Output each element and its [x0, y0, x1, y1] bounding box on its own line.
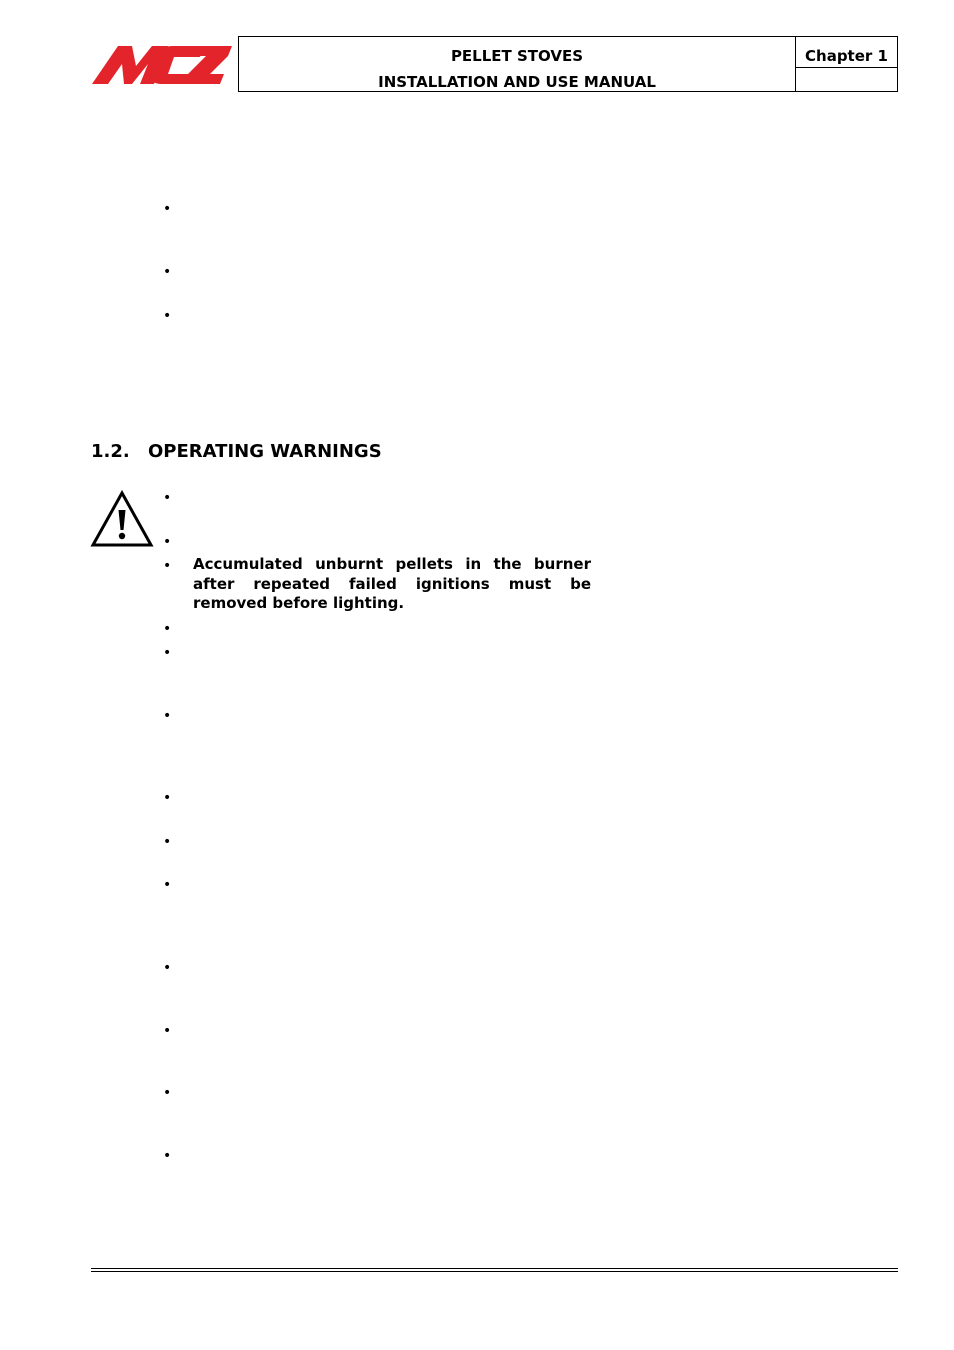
warning-text-unburnt-pellets: Accumulated unburnt pellets in the burner after repeated failed ignitions must be removed before lighting.	[193, 555, 591, 612]
list-bullet: •	[163, 621, 172, 637]
list-bullet: •	[163, 264, 172, 280]
chapter-box	[795, 36, 898, 92]
list-bullet: •	[163, 308, 172, 324]
header-title-box	[238, 36, 796, 92]
list-bullet: •	[163, 790, 172, 806]
list-bullet: •	[163, 960, 172, 976]
list-bullet: •	[163, 834, 172, 850]
section-number: 1.2.	[91, 441, 130, 462]
section-heading	[91, 441, 382, 462]
section-title: OPERATING WARNINGS	[148, 441, 382, 462]
list-bullet: •	[163, 645, 172, 661]
list-bullet: •	[163, 1023, 172, 1039]
chapter-label: Chapter 1	[805, 47, 888, 65]
chapter-divider	[796, 67, 897, 68]
list-bullet: •	[163, 1085, 172, 1101]
warning-triangle-icon	[90, 490, 154, 548]
footer-rule	[91, 1268, 898, 1269]
list-bullet: •	[163, 558, 172, 574]
header-title-line1: PELLET STOVES	[450, 47, 584, 65]
mcz-logo	[92, 44, 232, 86]
list-bullet: •	[163, 534, 172, 550]
list-bullet: •	[163, 708, 172, 724]
list-bullet: •	[163, 877, 172, 893]
footer-rule	[91, 1271, 898, 1272]
list-bullet: •	[163, 201, 172, 217]
list-bullet: •	[163, 1148, 172, 1164]
header-title-line2: INSTALLATION AND USE MANUAL	[378, 73, 656, 91]
list-bullet: •	[163, 490, 172, 506]
